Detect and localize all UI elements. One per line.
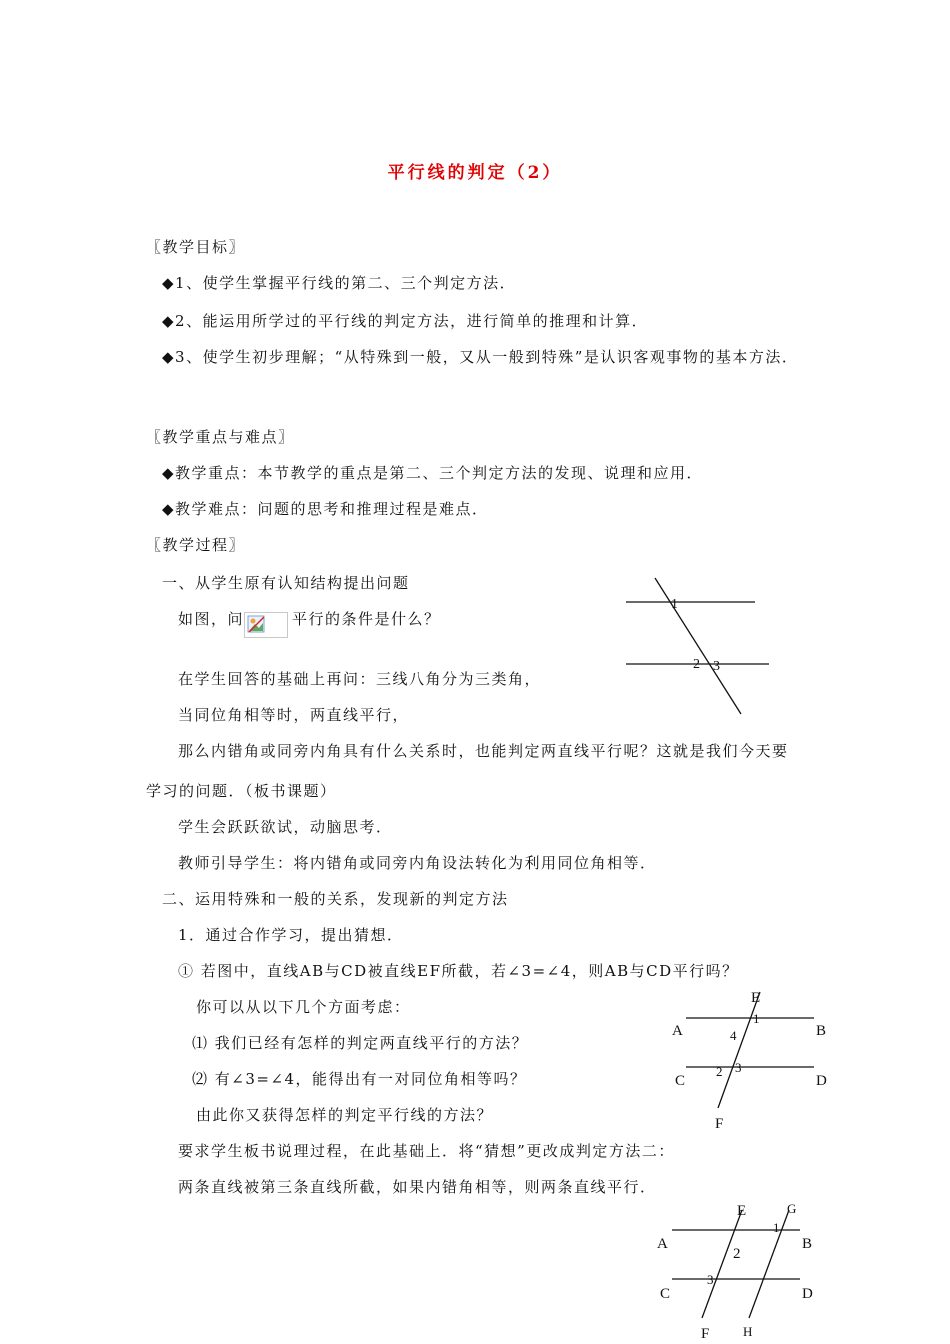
- focus-header: 〖教学重点与难点〗: [146, 428, 295, 446]
- process-header: 〖教学过程〗: [146, 536, 246, 554]
- figure-2-angle-label: 3: [735, 1060, 742, 1075]
- figure-3-angle-label: 1: [773, 1220, 780, 1235]
- figure-2-point-d: D: [816, 1073, 827, 1089]
- focus-item: ◆教学重点：本节教学的重点是第二、三个判定方法的发现、说理和应用．: [162, 464, 704, 482]
- goals-header: 〖教学目标〗: [146, 238, 246, 256]
- figure-2-point-f: F: [715, 1116, 724, 1132]
- page-title: 平行线的判定（2）: [387, 163, 563, 183]
- figure-1-angle-label: 1: [671, 597, 678, 612]
- figure-3-point-h: H: [743, 1324, 753, 1339]
- step-1: 1．通过合作学习，提出猜想．: [178, 926, 404, 944]
- figure-2-angle-label: 4: [730, 1028, 737, 1043]
- part1-heading: 一、从学生原有认知结构提出问题: [162, 574, 410, 592]
- figure-2-point-c: C: [675, 1073, 686, 1089]
- figure-2-angle-label: 1: [753, 1011, 760, 1026]
- paragraph: 当同位角相等时，两直线平行，: [178, 706, 410, 724]
- goal-item: ◆2、能运用所学过的平行线的判定方法，进行简单的推理和计算．: [162, 312, 649, 330]
- figure-2-line-ef: [718, 992, 760, 1108]
- consider-text: 你可以从以下几个方面考虑：: [196, 998, 411, 1016]
- figure-1: [626, 578, 769, 714]
- figure-3-point-b: B: [802, 1236, 813, 1252]
- paragraph: 要求学生板书说理过程，在此基础上．将“猜想”更改成判定方法二：: [178, 1142, 675, 1160]
- paragraph: 在学生回答的基础上再问：三线八角分为三类角，: [178, 670, 542, 688]
- consider-item: ⑴ 我们已经有怎样的判定两直线平行的方法？: [192, 1034, 529, 1052]
- consider-item: ⑵ 有∠3=∠4，能得出有一对同位角相等吗？: [192, 1070, 527, 1088]
- goal-item: ◆1、使学生掌握平行线的第二、三个判定方法．: [162, 274, 517, 292]
- paragraph: 两条直线被第三条直线所截，如果内错角相等，则两条直线平行．: [178, 1178, 657, 1196]
- figure-1-transversal: [655, 578, 741, 714]
- figure-1-angle-label: 2: [693, 657, 700, 672]
- question-1: ① 若图中，直线AB与CD被直线EF所截，若∠3=∠4，则AB与CD平行吗？: [178, 962, 739, 980]
- question-suffix: 平行的条件是什么？: [292, 610, 441, 628]
- figure-3-point-g: G: [787, 1201, 797, 1216]
- question-prefix: 如图，问: [178, 610, 245, 628]
- paragraph: 学生会跃跃欲试，动脑思考．: [178, 818, 393, 836]
- figure-3-point-f: F: [701, 1326, 710, 1342]
- figure-3-line-ef: [702, 1210, 742, 1318]
- figure-2: [686, 992, 814, 1108]
- paragraph: 教师引导学生：将内错角或同旁内角设法转化为利用同位角相等．: [178, 854, 657, 872]
- figure-3: [672, 1210, 800, 1318]
- consider-item: 由此你又获得怎样的判定平行线的方法？: [196, 1106, 494, 1124]
- figure-2-point-a: A: [672, 1023, 683, 1039]
- figure-3-angle-label: 3: [707, 1272, 714, 1287]
- paragraph: 学习的问题．（板书课题）: [146, 782, 337, 800]
- figure-2-point-b: B: [816, 1023, 827, 1039]
- figure-3-line-gh: [749, 1210, 789, 1318]
- figure-3-point-c: C: [660, 1286, 671, 1302]
- figure-2-angle-label: 2: [716, 1064, 723, 1079]
- goal-item: ◆3、使学生初步理解；“从特殊到一般，又从一般到特殊”是认识客观事物的基本方法．: [162, 348, 799, 366]
- figure-3-point-e: E: [737, 1203, 747, 1219]
- figure-2-point-e: E: [751, 990, 761, 1006]
- figure-1-angle-label: 3: [713, 659, 720, 674]
- figure-3-point-a: A: [657, 1236, 668, 1252]
- figure-3-point-d: D: [802, 1286, 813, 1302]
- part2-heading: 二、运用特殊和一般的关系，发现新的判定方法: [162, 890, 509, 908]
- paragraph: 那么内错角或同旁内角具有什么关系时，也能判定两直线平行呢？这就是我们今天要: [178, 742, 789, 760]
- figure-3-angle-label: 2: [733, 1246, 741, 1262]
- focus-item: ◆教学难点：问题的思考和推理过程是难点．: [162, 500, 489, 518]
